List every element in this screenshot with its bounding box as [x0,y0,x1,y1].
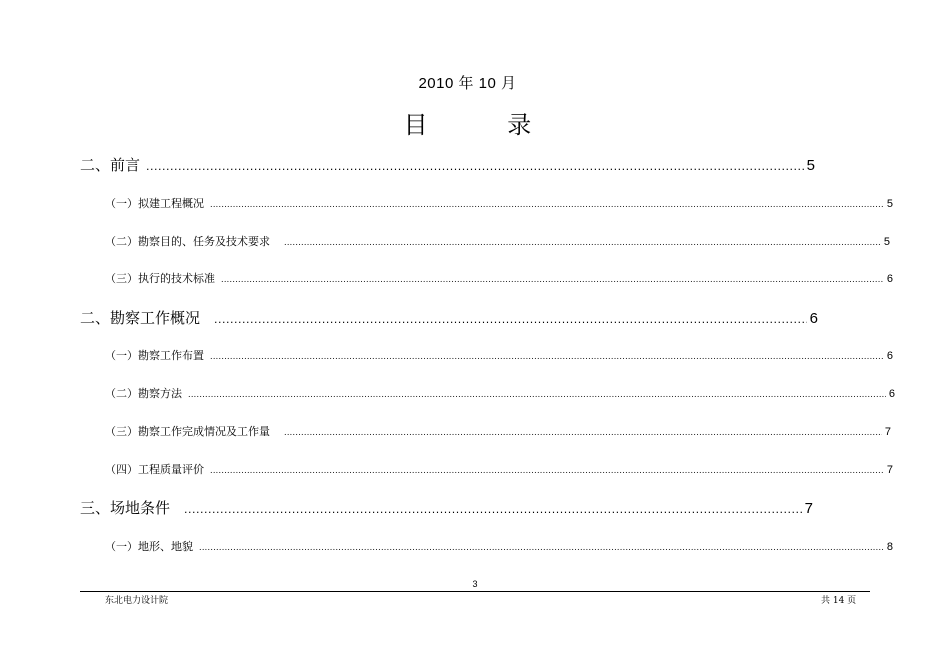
toc-entry[interactable] [105,423,891,439]
toc-entry[interactable] [105,385,895,401]
toc-entry-label: （三）勘察工作完成情况及工作量 [105,425,270,438]
toc-leader-dots [210,200,884,209]
toc-entry-label: （三）执行的技术标准 [105,272,215,285]
toc-entry-page: 5 [883,236,890,248]
footer-divider [80,591,870,592]
toc-entry-page: 5 [806,157,815,174]
toc-entry-label: （二）勘察方法 [105,387,182,400]
toc-entry[interactable] [105,270,893,286]
footer-total-pages: 共 14 页 [821,596,857,606]
toc-entry-label: （一）勘察工作布置 [105,349,204,362]
toc-leader-dots [184,503,802,516]
toc-entry-label: 二、前言 [80,156,141,174]
toc-entry-page: 7 [804,500,813,517]
toc-leader-dots [210,466,884,475]
page-number: 3 [472,579,478,589]
toc-entry-page: 6 [809,310,818,327]
toc-entry-page: 6 [886,350,893,362]
toc-entry[interactable] [105,461,893,477]
toc-entry[interactable] [80,307,818,328]
toc-entry[interactable] [105,195,893,211]
toc-entry-label: 二、勘察工作概况 [80,309,201,327]
toc-entry-page: 5 [886,198,893,210]
toc-entry-label: （一）拟建工程概况 [105,197,204,210]
toc-entry[interactable] [105,347,893,363]
toc-entry-label: （一）地形、地貌 [105,540,193,553]
toc-leader-dots [146,160,804,173]
toc-entry-page: 6 [886,273,893,285]
toc-entry-page: 8 [886,541,893,553]
toc-leader-dots [284,238,881,247]
toc-entry-label: （二）勘察目的、任务及技术要求 [105,235,270,248]
toc-entry-label: 三、场地条件 [80,499,171,517]
toc-leader-dots [199,543,884,552]
toc-entry[interactable] [80,497,813,518]
toc-leader-dots [188,390,886,399]
toc-entry[interactable] [80,154,815,175]
toc-leader-dots [221,275,884,284]
footer-organization: 东北电力设计院 [105,596,169,606]
toc-leader-dots [214,313,807,326]
toc-entry[interactable] [105,233,890,249]
toc-leader-dots [284,428,882,437]
date-line: 2010 年 10 月 [418,75,517,92]
toc-entry-label: （四）工程质量评价 [105,463,204,476]
toc-entry-page: 6 [888,388,895,400]
toc-entry-page: 7 [884,426,891,438]
toc-entry-page: 7 [886,464,893,476]
toc-leader-dots [210,352,884,361]
toc-entry[interactable] [105,538,893,554]
toc-title: 目 录 [403,111,568,139]
